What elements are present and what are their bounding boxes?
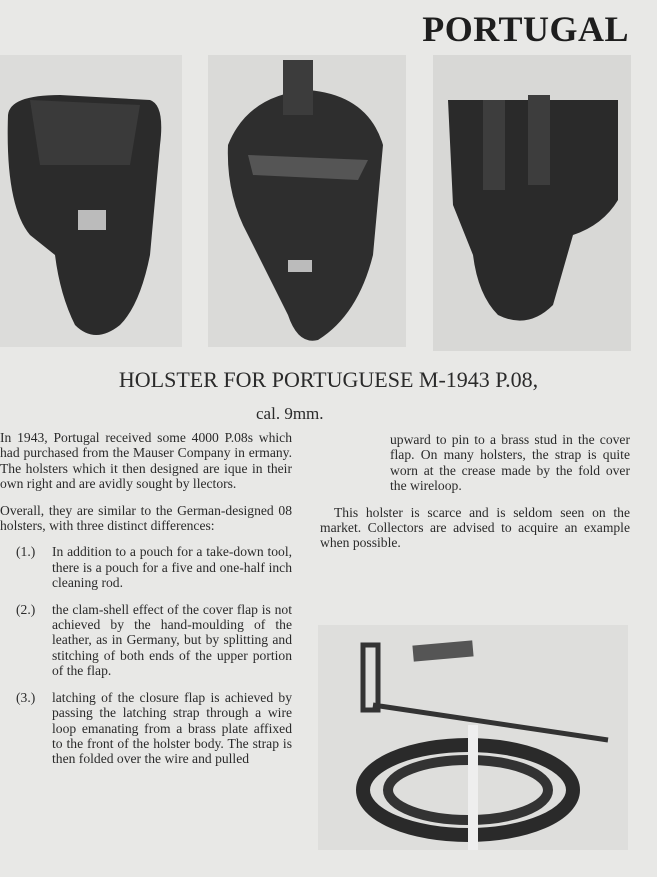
list-item xyxy=(0,544,292,590)
right-column xyxy=(320,432,630,562)
item-number: (3.) xyxy=(16,689,36,705)
page-title: PORTUGAL xyxy=(422,9,629,49)
left-column xyxy=(0,430,292,778)
item-number: (2.) xyxy=(16,601,36,617)
paragraph: Overall, they are similar to the German-designed 08 holsters, with three distinct differences: xyxy=(0,502,292,534)
item-number: (1.) xyxy=(16,544,36,560)
list-item xyxy=(0,602,292,679)
cleaning-rod-tool-photo xyxy=(318,625,628,850)
section-heading: HOLSTER FOR PORTUGUESE M-1943 P.08, xyxy=(118,367,539,392)
paragraph: upward to pin to a brass stud in the cover flap. On many holsters, the strap is quite worn at the crease made by the fold over the wireloop. xyxy=(390,432,630,494)
caliber-subheading: cal. 9mm. xyxy=(256,404,324,423)
holster-open-photo xyxy=(208,55,406,347)
paragraph: This holster is scarce and is seldom seen on the market. Collectors are advised to acquire an example when possible. xyxy=(320,504,630,551)
item-text: the clam-shell effect of the cover flap is not achieved by the hand-moulding of the leather, as in Germany, but by splitting and stitching of both ends of the upper portion of the flap. xyxy=(52,601,292,679)
holster-front-photo xyxy=(0,55,182,347)
paragraph: In 1943, Portugal received some 4000 P.08s which had purchased from the Mauser Company in ermany. The holsters which it then designed are ique in their own right and are avidly sought by llectors. xyxy=(0,430,292,492)
holster-back-photo xyxy=(433,55,631,351)
item-text: In addition to a pouch for a take-down tool, there is a pouch for a five and one-half inch cleaning rod. xyxy=(52,544,292,591)
item-text: latching of the closure flap is achieved by passing the latching strap through a wire loop emanating from a brass plate affixed to the front of the holster body. The strap is then folded over the wire and pulled xyxy=(52,689,292,767)
list-item xyxy=(0,690,292,767)
